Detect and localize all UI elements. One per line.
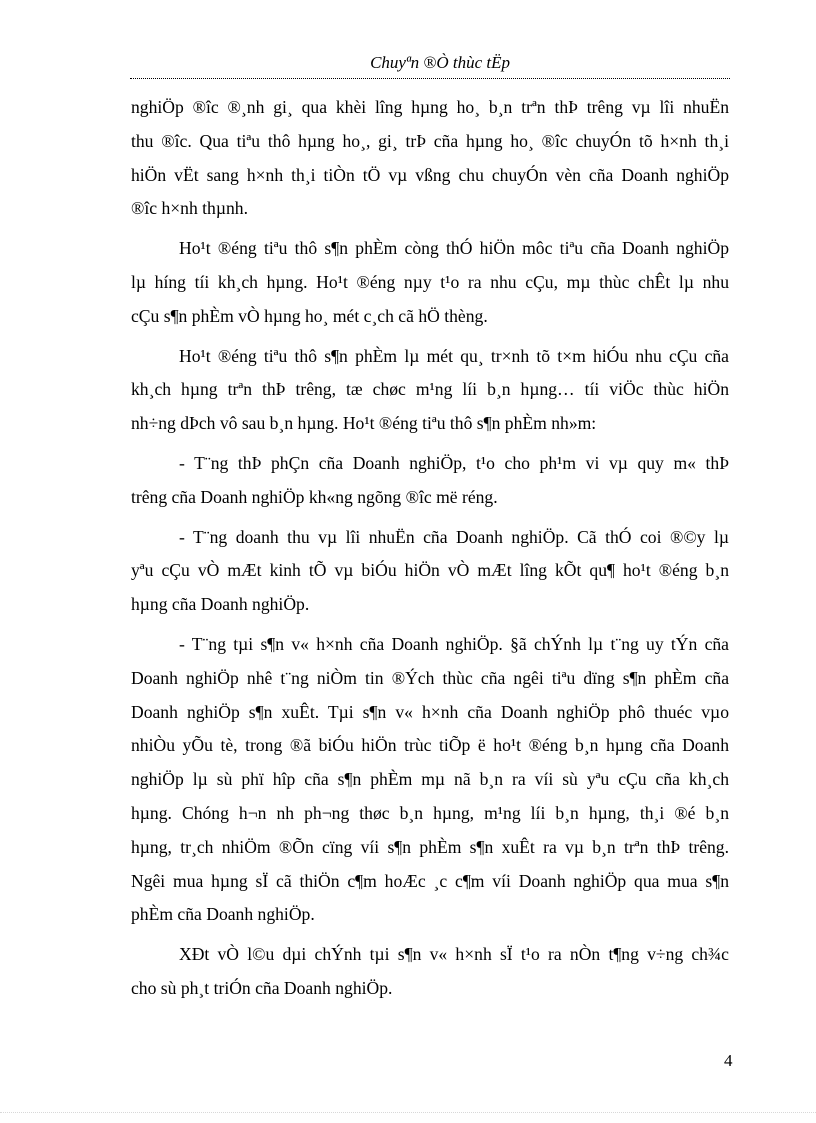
text-line: lµ híng tíi kh¸ch hµng. Ho¹t ®éng nµy t¹o ra nhu cÇu, mµ thùc chÊt lµ nhu: [131, 271, 729, 292]
paragraph: [131, 938, 729, 1006]
paragraph: [131, 340, 729, 441]
text-line: thu ®îc. Qua tiªu thô hµng ho¸, gi¸ trÞ cña hµng ho¸ ®îc chuyÓn tõ h×nh th¸i: [131, 130, 729, 151]
text-line: hiÖn vËt sang h×nh th¸i tiÒn tÖ vµ vßng chu chuyÓn vèn cña Doanh nghiÖp: [131, 164, 729, 185]
text-line: Ho¹t ®éng tiªu thô s¶n phÈm lµ mét qu¸ tr×nh tõ t×m hiÓu nhu cÇu cña: [179, 345, 729, 366]
text-line: nhiÒu yÕu tè, trong ®ã biÓu hiÖn trùc tiÕp ë ho¹t ®éng b¸n hµng cña Doanh: [131, 735, 729, 756]
page-header: [130, 52, 730, 79]
header-title: Chuyªn ®Ò thùc tËp: [370, 53, 510, 72]
text-line: Ngêi mua hµng sÏ cã thiÖn c¶m hoÆc ¸c c¶m víi Doanh nghiÖp qua mua s¶n: [131, 870, 729, 891]
text-line: ®îc h×nh thµnh.: [131, 198, 248, 219]
text-line: hµng. Chóng h¬n nh ph¬ng thøc b¸n hµng, m¹ng líi b¸n hµng, th¸i ®é b¸n: [131, 802, 729, 823]
paragraph: [131, 232, 729, 333]
text-line: hµng, tr¸ch nhiÖm ®Õn cïng víi s¶n phÈm s¶n xuÊt ra vµ b¸n trªn thÞ trêng.: [131, 836, 729, 857]
text-line: - T¨ng tµi s¶n v« h×nh cña Doanh nghiÖp. §ã chÝnh lµ t¨ng uy tÝn cña: [179, 633, 729, 654]
text-line: hµng cña Doanh nghiÖp.: [131, 594, 310, 615]
text-line: nh÷ng dÞch vô sau b¸n hµng. Ho¹t ®éng tiªu thô s¶n phÈm nh»m:: [131, 413, 597, 434]
text-line: kh¸ch hµng trªn thÞ trêng, tæ chøc m¹ng líi b¸n hµng… tíi viÖc thùc hiÖn: [131, 379, 729, 400]
text-line: cÇu s¶n phÈm vÒ hµng ho¸ mét c¸ch cã hÖ thèng.: [131, 305, 488, 326]
footer-divider: [0, 1112, 816, 1113]
text-line: trêng cña Doanh nghiÖp kh«ng ngõng ®îc më réng.: [131, 486, 498, 507]
text-line: nghiÖp lµ sù phï hîp cña s¶n phÈm mµ nã b¸n ra víi sù yªu cÇu cña kh¸ch: [131, 769, 729, 790]
text-line: Doanh nghiÖp nhê t¨ng niÒm tin ®Ých thùc cña ngêi tiªu dïng s¶n phÈm cña: [131, 667, 729, 688]
text-line: phÈm cña Doanh nghiÖp.: [131, 904, 315, 925]
text-line: - T¨ng doanh thu vµ lîi nhuËn cña Doanh nghiÖp. Cã thÓ coi ®©y lµ: [179, 526, 729, 547]
paragraph: [131, 521, 729, 622]
paragraph: [131, 447, 729, 515]
document-body: [131, 91, 729, 1006]
text-line: Doanh nghiÖp s¶n xuÊt. Tµi s¶n v« h×nh cña Doanh nghiÖp phô thuéc vµo: [131, 701, 729, 722]
paragraph: [131, 91, 729, 226]
text-line: cho sù ph¸t triÓn cña Doanh nghiÖp.: [131, 977, 393, 998]
page-number: 4: [724, 1051, 733, 1070]
paragraph: [131, 628, 729, 932]
text-line: nghiÖp ®îc ®¸nh gi¸ qua khèi lîng hµng ho¸ b¸n trªn thÞ trêng vµ lîi nhuËn: [131, 97, 729, 117]
text-line: Ho¹t ®éng tiªu thô s¶n phÈm còng thÓ hiÖn môc tiªu cña Doanh nghiÖp: [179, 238, 729, 259]
text-line: - T¨ng thÞ phÇn cña Doanh nghiÖp, t¹o cho ph¹m vi vµ quy m« thÞ: [179, 452, 729, 473]
text-line: yªu cÇu vÒ mÆt kinh tÕ vµ biÓu hiÖn vÒ mÆt lîng kÕt qu¶ ho¹t ®éng b¸n: [131, 560, 729, 581]
text-line: XÐt vÒ l©u dµi chÝnh tµi s¶n v« h×nh sÏ t¹o ra nÒn t¶ng v÷ng ch¾c: [179, 944, 729, 965]
